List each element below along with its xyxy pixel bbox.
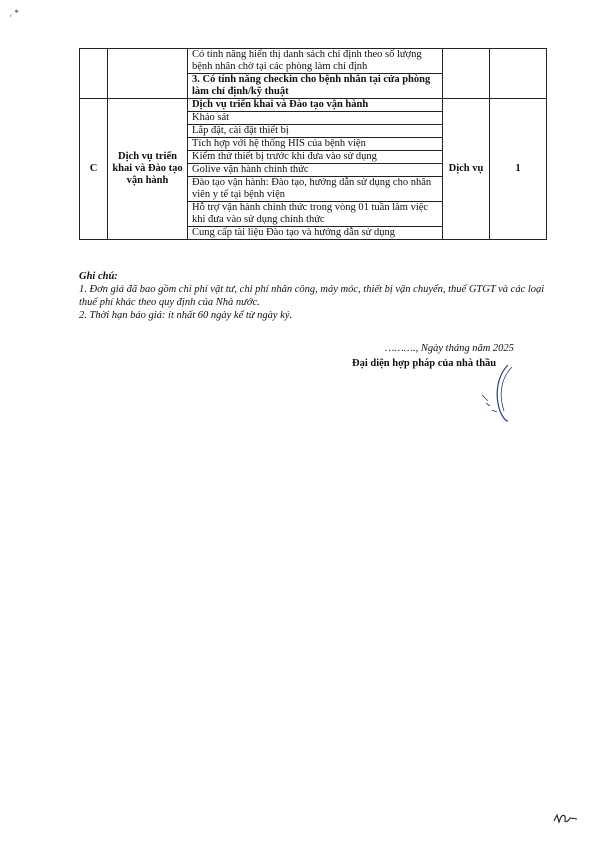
table-row (80, 49, 547, 99)
row-description (188, 49, 443, 99)
description-item: Lắp đặt, cài đặt thiết bị (188, 124, 442, 137)
corner-scan-mark: ᵣ * (10, 8, 19, 18)
description-item: 3. Có tính năng checkin cho bệnh nhân tại cửa phòng làm chỉ định/kỹ thuật (188, 73, 442, 98)
table-row (80, 99, 547, 240)
description-item: Khảo sát (188, 111, 442, 124)
description-item: Có tính năng hiển thị danh sách chỉ định theo số lượng bệnh nhân chờ tại các phòng làm chỉ định (192, 49, 422, 72)
description-item: Cung cấp tài liệu Đào tạo và hướng dẫn sử dụng (188, 226, 442, 239)
row-quantity (490, 49, 547, 99)
row-description (188, 99, 443, 240)
row-stt (80, 49, 108, 99)
description-item: Tích hợp với hệ thống HIS của bệnh viện (188, 137, 442, 150)
note-line-1: 1. Đơn giá đã bao gồm chi phí vật tư, chi phí nhân công, máy móc, thiết bị vận chuyển, thuế GTGT và các loại thuế phí khác theo quy định của Nhà nước. (79, 284, 545, 308)
row-stt: C (80, 99, 108, 240)
description-item: Dịch vụ triển khai và Đào tạo vận hành (192, 99, 369, 110)
row-unit: Dịch vụ (443, 99, 490, 240)
row-unit (443, 49, 490, 99)
description-item: Hỗ trợ vận hành chính thức trong vòng 01 tuần làm việc khi đưa vào sử dụng chính thức (188, 201, 442, 226)
note-line-2: 2. Thời hạn báo giá: ít nhất 60 ngày kể từ ngày ký. (79, 310, 293, 321)
signature-date-line: ………., Ngày tháng năm 2025 (385, 343, 514, 354)
row-quantity: 1 (490, 99, 547, 240)
handwritten-initials-icon (553, 811, 579, 825)
description-item: Kiểm thử thiết bị trước khi đưa vào sử dụng (188, 150, 442, 163)
description-item: Golive vận hành chính thức (188, 163, 442, 176)
quotation-table (79, 48, 547, 240)
row-name: Dịch vụ triển khai và Đào tạo vận hành (108, 99, 188, 240)
notes-heading: Ghi chú: (79, 271, 118, 282)
row-name (108, 49, 188, 99)
description-item: Đào tạo vận hành: Đào tạo, hướng dẫn sử dụng cho nhân viên y tế tại bệnh viện (188, 176, 442, 201)
stamp-fragment-icon (470, 363, 530, 423)
signature-title: Đại diện hợp pháp của nhà thầu (352, 358, 497, 369)
notes-section (79, 270, 549, 322)
